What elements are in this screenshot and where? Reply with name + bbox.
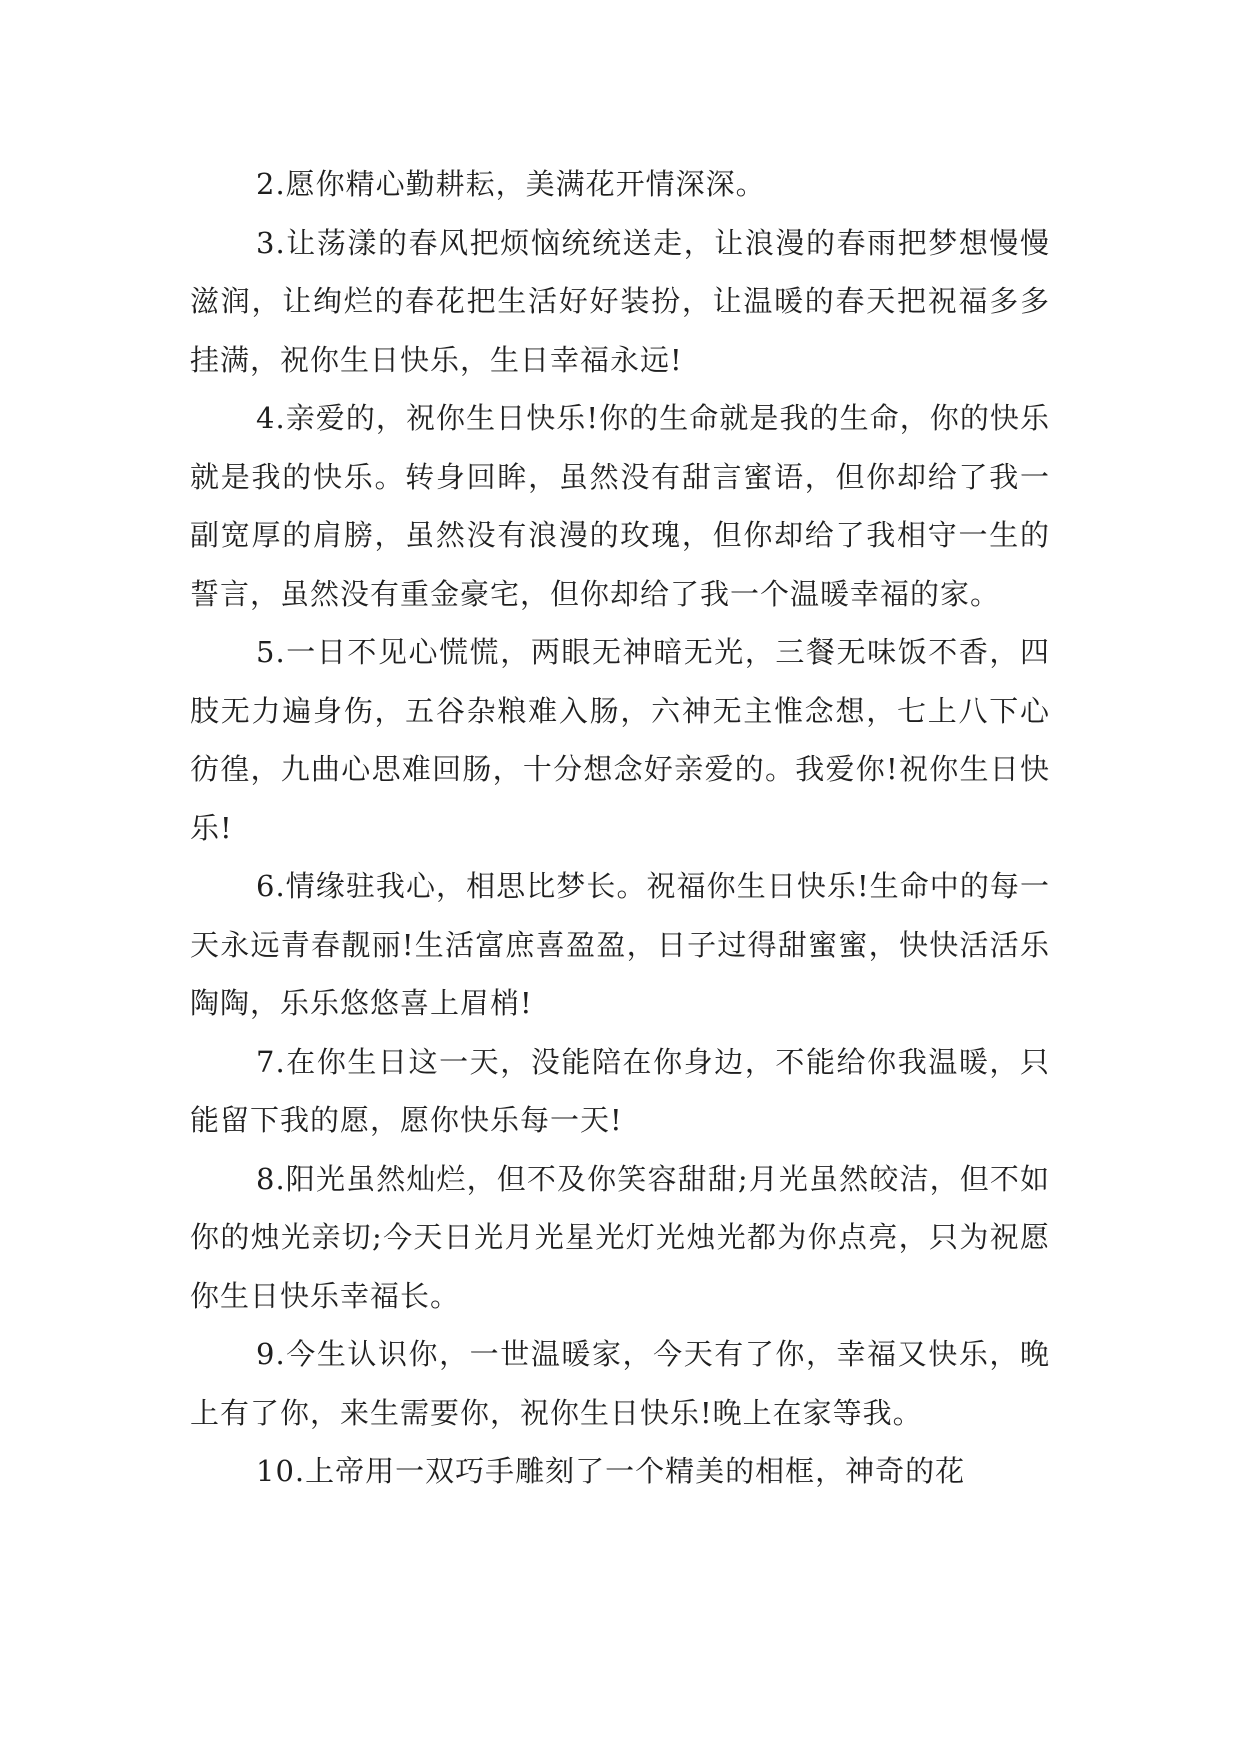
paragraph-10: 10.上帝用一双巧手雕刻了一个精美的相框，神奇的花 [256, 1454, 966, 1488]
document-body [190, 155, 1050, 1501]
paragraph-9: 9.今生认识你，一世温暖家，今天有了你，幸福又快乐，晚上有了你，来生需要你，祝你生日快乐!晚上在家等我。 [190, 1337, 1050, 1430]
paragraph-5: 5.一日不见心慌慌，两眼无神暗无光，三餐无味饭不香，四肢无力遍身伤，五谷杂粮难入肠，六神无主惟念想，七上八下心彷徨，九曲心思难回肠，十分想念好亲爱的。我爱你!祝你生日快乐! [190, 635, 1050, 845]
paragraph-7: 7.在你生日这一天，没能陪在你身边，不能给你我温暖，只能留下我的愿，愿你快乐每一天! [190, 1044, 1050, 1137]
paragraph-3: 3.让荡漾的春风把烦恼统统送走，让浪漫的春雨把梦想慢慢滋润，让绚烂的春花把生活好好装扮，让温暖的春天把祝福多多挂满，祝你生日快乐，生日幸福永远! [190, 225, 1050, 377]
paragraph-2: 2.愿你精心勤耕耘，美满花开情深深。 [256, 167, 766, 201]
paragraph-6: 6.情缘驻我心，相思比梦长。祝福你生日快乐!生命中的每一天永远青春靓丽!生活富庶喜盈盈，日子过得甜蜜蜜，快快活活乐陶陶，乐乐悠悠喜上眉梢! [190, 869, 1050, 1020]
paragraph-4: 4.亲爱的，祝你生日快乐!你的生命就是我的生命，你的快乐就是我的快乐。转身回眸，虽然没有甜言蜜语，但你却给了我一副宽厚的肩膀，虽然没有浪漫的玫瑰，但你却给了我相守一生的誓言，虽然没有重金豪宅，但你却给了我一个温暖幸福的家。 [190, 401, 1050, 611]
paragraph-8: 8.阳光虽然灿烂，但不及你笑容甜甜;月光虽然皎洁，但不如你的烛光亲切;今天日光月光星光灯光烛光都为你点亮，只为祝愿你生日快乐幸福长。 [190, 1161, 1050, 1313]
